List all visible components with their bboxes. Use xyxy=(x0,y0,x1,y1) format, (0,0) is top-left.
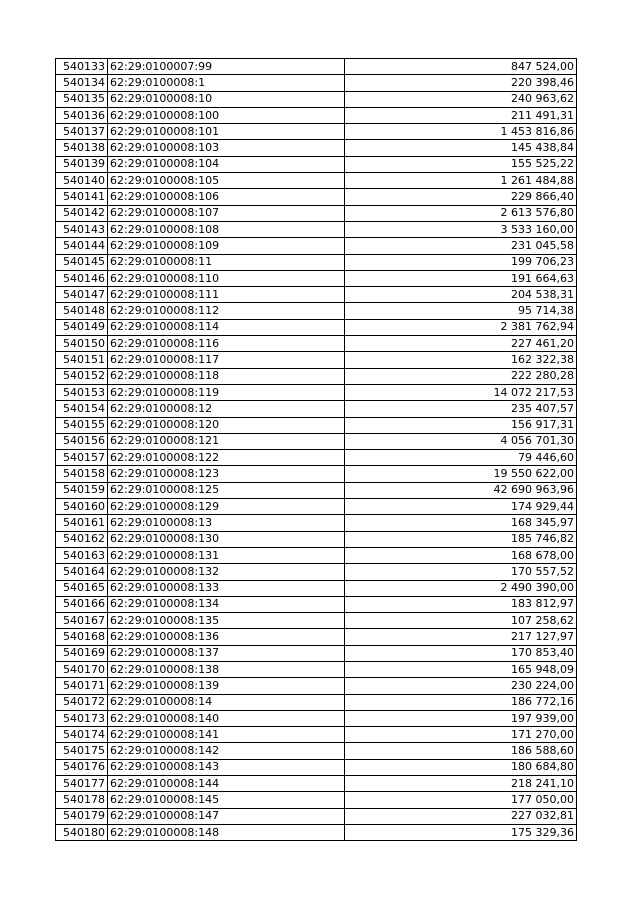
value-cell: 204 538,31 xyxy=(345,287,577,303)
row-id-cell: 540161 xyxy=(56,515,108,531)
value-cell: 197 939,00 xyxy=(345,710,577,726)
table-row xyxy=(56,613,577,629)
value-cell: 183 812,97 xyxy=(345,596,577,612)
value-cell: 180 684,80 xyxy=(345,759,577,775)
table-row xyxy=(56,547,577,563)
table-row xyxy=(56,254,577,270)
cadastral-number-cell: 62:29:0100008:112 xyxy=(108,303,345,319)
value-cell: 177 050,00 xyxy=(345,792,577,808)
table-row xyxy=(56,482,577,498)
row-id-cell: 540142 xyxy=(56,205,108,221)
cadastral-number-cell: 62:29:0100008:138 xyxy=(108,661,345,677)
row-id-cell: 540169 xyxy=(56,645,108,661)
row-id-cell: 540144 xyxy=(56,238,108,254)
value-cell: 186 588,60 xyxy=(345,743,577,759)
value-cell: 211 491,31 xyxy=(345,107,577,123)
value-cell: 231 045,58 xyxy=(345,238,577,254)
cadastral-number-cell: 62:29:0100008:140 xyxy=(108,710,345,726)
table-row xyxy=(56,580,577,596)
row-id-cell: 540152 xyxy=(56,368,108,384)
table-row xyxy=(56,336,577,352)
value-cell: 162 322,38 xyxy=(345,352,577,368)
cadastral-number-cell: 62:29:0100008:107 xyxy=(108,205,345,221)
cadastral-number-cell: 62:29:0100008:116 xyxy=(108,336,345,352)
table-row xyxy=(56,124,577,140)
value-cell: 229 866,40 xyxy=(345,189,577,205)
table-row xyxy=(56,499,577,515)
value-cell: 79 446,60 xyxy=(345,450,577,466)
table-row xyxy=(56,270,577,286)
row-id-cell: 540137 xyxy=(56,124,108,140)
cadastral-number-cell: 62:29:0100007:99 xyxy=(108,59,345,75)
cadastral-number-cell: 62:29:0100008:131 xyxy=(108,547,345,563)
table-row xyxy=(56,596,577,612)
row-id-cell: 540166 xyxy=(56,596,108,612)
value-cell: 2 613 576,80 xyxy=(345,205,577,221)
table-row xyxy=(56,515,577,531)
cadastral-number-cell: 62:29:0100008:109 xyxy=(108,238,345,254)
value-cell: 42 690 963,96 xyxy=(345,482,577,498)
table-row xyxy=(56,792,577,808)
value-cell: 227 461,20 xyxy=(345,336,577,352)
value-cell: 199 706,23 xyxy=(345,254,577,270)
table-row xyxy=(56,776,577,792)
table-row xyxy=(56,368,577,384)
value-cell: 230 224,00 xyxy=(345,678,577,694)
cadastral-number-cell: 62:29:0100008:11 xyxy=(108,254,345,270)
value-cell: 168 345,97 xyxy=(345,515,577,531)
value-cell: 14 072 217,53 xyxy=(345,384,577,400)
cadastral-number-cell: 62:29:0100008:12 xyxy=(108,401,345,417)
row-id-cell: 540162 xyxy=(56,531,108,547)
row-id-cell: 540141 xyxy=(56,189,108,205)
row-id-cell: 540150 xyxy=(56,336,108,352)
table-row xyxy=(56,173,577,189)
cadastral-number-cell: 62:29:0100008:117 xyxy=(108,352,345,368)
table-row xyxy=(56,140,577,156)
cadastral-number-cell: 62:29:0100008:123 xyxy=(108,466,345,482)
cadastral-number-cell: 62:29:0100008:110 xyxy=(108,270,345,286)
value-cell: 227 032,81 xyxy=(345,808,577,824)
cadastral-number-cell: 62:29:0100008:125 xyxy=(108,482,345,498)
row-id-cell: 540172 xyxy=(56,694,108,710)
table-row xyxy=(56,645,577,661)
value-cell: 240 963,62 xyxy=(345,91,577,107)
table-row xyxy=(56,384,577,400)
value-cell: 235 407,57 xyxy=(345,401,577,417)
value-cell: 847 524,00 xyxy=(345,59,577,75)
value-cell: 171 270,00 xyxy=(345,727,577,743)
value-cell: 1 453 816,86 xyxy=(345,124,577,140)
row-id-cell: 540133 xyxy=(56,59,108,75)
table-row xyxy=(56,221,577,237)
row-id-cell: 540156 xyxy=(56,433,108,449)
cadastral-number-cell: 62:29:0100008:104 xyxy=(108,156,345,172)
table-row xyxy=(56,710,577,726)
value-cell: 170 557,52 xyxy=(345,564,577,580)
row-id-cell: 540177 xyxy=(56,776,108,792)
table-row xyxy=(56,319,577,335)
row-id-cell: 540174 xyxy=(56,727,108,743)
cadastral-number-cell: 62:29:0100008:144 xyxy=(108,776,345,792)
cadastral-number-cell: 62:29:0100008:129 xyxy=(108,499,345,515)
row-id-cell: 540171 xyxy=(56,678,108,694)
table-row xyxy=(56,433,577,449)
cadastral-number-cell: 62:29:0100008:105 xyxy=(108,173,345,189)
table-row xyxy=(56,107,577,123)
table-row xyxy=(56,694,577,710)
table-row xyxy=(56,450,577,466)
row-id-cell: 540165 xyxy=(56,580,108,596)
value-cell: 185 746,82 xyxy=(345,531,577,547)
table-body xyxy=(56,59,577,841)
cadastral-number-cell: 62:29:0100008:119 xyxy=(108,384,345,400)
cadastral-number-cell: 62:29:0100008:114 xyxy=(108,319,345,335)
value-cell: 95 714,38 xyxy=(345,303,577,319)
row-id-cell: 540164 xyxy=(56,564,108,580)
row-id-cell: 540168 xyxy=(56,629,108,645)
table-row xyxy=(56,824,577,840)
table-row xyxy=(56,352,577,368)
row-id-cell: 540159 xyxy=(56,482,108,498)
value-cell: 145 438,84 xyxy=(345,140,577,156)
table-row xyxy=(56,743,577,759)
row-id-cell: 540145 xyxy=(56,254,108,270)
cadastral-number-cell: 62:29:0100008:118 xyxy=(108,368,345,384)
cadastral-number-cell: 62:29:0100008:135 xyxy=(108,613,345,629)
value-cell: 2 381 762,94 xyxy=(345,319,577,335)
value-cell: 168 678,00 xyxy=(345,547,577,563)
cadastral-number-cell: 62:29:0100008:130 xyxy=(108,531,345,547)
table-row xyxy=(56,678,577,694)
cadastral-number-cell: 62:29:0100008:120 xyxy=(108,417,345,433)
value-cell: 3 533 160,00 xyxy=(345,221,577,237)
table-row xyxy=(56,466,577,482)
cadastral-number-cell: 62:29:0100008:132 xyxy=(108,564,345,580)
value-cell: 217 127,97 xyxy=(345,629,577,645)
row-id-cell: 540173 xyxy=(56,710,108,726)
row-id-cell: 540140 xyxy=(56,173,108,189)
row-id-cell: 540139 xyxy=(56,156,108,172)
value-cell: 1 261 484,88 xyxy=(345,173,577,189)
row-id-cell: 540135 xyxy=(56,91,108,107)
cadastral-number-cell: 62:29:0100008:122 xyxy=(108,450,345,466)
cadastral-number-cell: 62:29:0100008:133 xyxy=(108,580,345,596)
value-cell: 174 929,44 xyxy=(345,499,577,515)
row-id-cell: 540170 xyxy=(56,661,108,677)
row-id-cell: 540149 xyxy=(56,319,108,335)
row-id-cell: 540147 xyxy=(56,287,108,303)
row-id-cell: 540134 xyxy=(56,75,108,91)
row-id-cell: 540175 xyxy=(56,743,108,759)
cadastral-number-cell: 62:29:0100008:142 xyxy=(108,743,345,759)
cadastral-number-cell: 62:29:0100008:134 xyxy=(108,596,345,612)
row-id-cell: 540179 xyxy=(56,808,108,824)
table-row xyxy=(56,661,577,677)
row-id-cell: 540154 xyxy=(56,401,108,417)
row-id-cell: 540158 xyxy=(56,466,108,482)
row-id-cell: 540180 xyxy=(56,824,108,840)
value-cell: 165 948,09 xyxy=(345,661,577,677)
cadastral-number-cell: 62:29:0100008:141 xyxy=(108,727,345,743)
cadastral-number-cell: 62:29:0100008:1 xyxy=(108,75,345,91)
cadastral-number-cell: 62:29:0100008:103 xyxy=(108,140,345,156)
table-row xyxy=(56,808,577,824)
cadastral-number-cell: 62:29:0100008:106 xyxy=(108,189,345,205)
value-cell: 19 550 622,00 xyxy=(345,466,577,482)
cadastral-number-cell: 62:29:0100008:148 xyxy=(108,824,345,840)
row-id-cell: 540136 xyxy=(56,107,108,123)
value-cell: 2 490 390,00 xyxy=(345,580,577,596)
cadastral-number-cell: 62:29:0100008:145 xyxy=(108,792,345,808)
table-row xyxy=(56,75,577,91)
row-id-cell: 540160 xyxy=(56,499,108,515)
value-cell: 107 258,62 xyxy=(345,613,577,629)
row-id-cell: 540148 xyxy=(56,303,108,319)
cadastral-number-cell: 62:29:0100008:121 xyxy=(108,433,345,449)
cadastral-number-cell: 62:29:0100008:101 xyxy=(108,124,345,140)
table-row xyxy=(56,303,577,319)
row-id-cell: 540157 xyxy=(56,450,108,466)
table-row xyxy=(56,759,577,775)
value-cell: 170 853,40 xyxy=(345,645,577,661)
row-id-cell: 540153 xyxy=(56,384,108,400)
cadastral-number-cell: 62:29:0100008:147 xyxy=(108,808,345,824)
table-row xyxy=(56,417,577,433)
cadastral-number-cell: 62:29:0100008:137 xyxy=(108,645,345,661)
cadastral-number-cell: 62:29:0100008:143 xyxy=(108,759,345,775)
table-row xyxy=(56,401,577,417)
cadastral-number-cell: 62:29:0100008:108 xyxy=(108,221,345,237)
value-cell: 4 056 701,30 xyxy=(345,433,577,449)
row-id-cell: 540138 xyxy=(56,140,108,156)
value-cell: 186 772,16 xyxy=(345,694,577,710)
row-id-cell: 540176 xyxy=(56,759,108,775)
row-id-cell: 540155 xyxy=(56,417,108,433)
row-id-cell: 540163 xyxy=(56,547,108,563)
value-cell: 191 664,63 xyxy=(345,270,577,286)
table-row xyxy=(56,727,577,743)
value-cell: 222 280,28 xyxy=(345,368,577,384)
data-table xyxy=(55,58,577,841)
row-id-cell: 540146 xyxy=(56,270,108,286)
row-id-cell: 540151 xyxy=(56,352,108,368)
table-row xyxy=(56,564,577,580)
value-cell: 220 398,46 xyxy=(345,75,577,91)
table-row xyxy=(56,287,577,303)
cadastral-number-cell: 62:29:0100008:14 xyxy=(108,694,345,710)
cadastral-number-cell: 62:29:0100008:139 xyxy=(108,678,345,694)
row-id-cell: 540167 xyxy=(56,613,108,629)
cadastral-number-cell: 62:29:0100008:10 xyxy=(108,91,345,107)
table-row xyxy=(56,205,577,221)
value-cell: 156 917,31 xyxy=(345,417,577,433)
value-cell: 218 241,10 xyxy=(345,776,577,792)
table-row xyxy=(56,238,577,254)
cadastral-number-cell: 62:29:0100008:100 xyxy=(108,107,345,123)
row-id-cell: 540178 xyxy=(56,792,108,808)
value-cell: 175 329,36 xyxy=(345,824,577,840)
table-row xyxy=(56,189,577,205)
table-row xyxy=(56,156,577,172)
cadastral-number-cell: 62:29:0100008:13 xyxy=(108,515,345,531)
table-row xyxy=(56,629,577,645)
table-row xyxy=(56,531,577,547)
value-cell: 155 525,22 xyxy=(345,156,577,172)
table-row xyxy=(56,91,577,107)
row-id-cell: 540143 xyxy=(56,221,108,237)
table-row xyxy=(56,59,577,75)
cadastral-number-cell: 62:29:0100008:136 xyxy=(108,629,345,645)
cadastral-number-cell: 62:29:0100008:111 xyxy=(108,287,345,303)
